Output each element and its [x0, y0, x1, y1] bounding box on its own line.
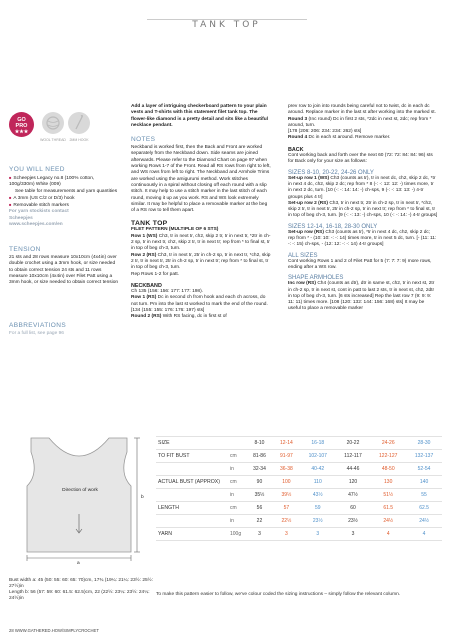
tension-text: 21 sts and 28 rows measure 10x10cm (4x4in) over double crochet using a 3mm hook, or size needed to obtain correct tension 24 sts and 11 rows measure 10x10cm (4x4in) over Filet Patt using a 3mm hook, or size needed to obtain correct tension: [9, 255, 119, 286]
dimension-b-label: b: [141, 495, 144, 500]
s2-row-text: Ch3 (counts as tr), *tr in next 4 dc, ch2, skip 2 dc; rep from * - (10: 10: -: -: 14) times more, tr in next 5 dc, turn. [- (11: 11: -: -: 15) ch-sps, - (12: 12: -: -: 14) 4-tr groups]: [288, 229, 437, 248]
table-row: [156, 515, 442, 528]
notes-heading: NOTES: [131, 136, 156, 144]
prev-text: prev row to join into rounds being careful not to twist, dc in each dc around. Replace marker in the last st after working into the marked st.: [288, 104, 436, 116]
colour-code-note: To make this pattern easier to follow, we've colour coded the sizing instructions – simply follow the relevant column.: [156, 592, 401, 597]
table-cell: 22: [246, 515, 273, 528]
s1-row1-label: Set-up row 1 (WS): [288, 175, 330, 181]
neck-row1-text: Dc in second ch from hook and each ch across, do not turn. Pm into the last st worked to mark the end of the round.: [131, 295, 268, 307]
table-label-cell: ACTUAL BUST (APPROX): [156, 476, 228, 489]
neck-row1-label: Row 1 (RS): [131, 295, 157, 301]
neck-round2-label: Round 2 (RS): [131, 314, 162, 320]
table-cell: 3: [246, 528, 273, 541]
sizes1-heading: SIZES 8-10, 20-22, 24-26 ONLY: [288, 169, 374, 176]
round4-label: Round 4: [288, 135, 308, 141]
table-cell: 36-38: [273, 463, 300, 476]
back-heading: BACK: [288, 146, 304, 153]
table-label-cell: TO FIT BUST: [156, 450, 228, 463]
row2-label: Row 2 (RS): [131, 252, 157, 258]
difficulty-badge: [9, 112, 34, 137]
measurements: [9, 578, 159, 602]
table-unit-cell: in: [228, 489, 246, 502]
column-three: [288, 104, 438, 313]
table-unit-cell: cm: [228, 502, 246, 515]
table-unit-cell: cm: [228, 450, 246, 463]
wool-thread-label: WOOL THREAD: [40, 138, 66, 142]
table-header-row: [156, 437, 442, 450]
shape-armholes-heading: SHAPE ARMHOLES: [288, 275, 344, 282]
table-row: [156, 528, 442, 541]
table-cell: 8-10: [246, 437, 273, 450]
round3-count: [178 (206: 206: 234: 234: 262) sts]: [288, 129, 362, 135]
round3-label: Round 3: [288, 116, 308, 122]
table-unit-cell: in: [228, 515, 246, 528]
table-cell: 3: [273, 528, 300, 541]
tank-schematic-diagram: [9, 434, 149, 574]
table-unit-cell: cm: [228, 476, 246, 489]
table-cell: 24½: [406, 515, 442, 528]
table-cell: 3: [336, 528, 371, 541]
table-unit-cell: 100g: [228, 528, 246, 541]
sizes2-heading: SIZES 12-14, 16-18, 28-30 ONLY: [288, 223, 378, 230]
filet-heading: FILET PATTERN (MULTIPLE OF 6 STS): [131, 227, 219, 233]
table-cell: 4: [406, 528, 442, 541]
table-cell: 48-50: [370, 463, 406, 476]
table-cell: 122-127: [370, 450, 406, 463]
table-cell: 24-26: [370, 437, 406, 450]
table-cell: 132-137: [406, 450, 442, 463]
list-item: ■ Removable stitch markers: [9, 202, 119, 209]
table-cell: 57: [273, 502, 300, 515]
list-item: See table for measurements and yarn quantities: [15, 188, 118, 194]
star-rating-icon: ★★★: [14, 129, 29, 135]
table-cell: 62.5: [406, 502, 442, 515]
table-cell: 12-14: [273, 437, 300, 450]
table-label-cell: [156, 489, 228, 502]
intro-text: Add a layer of intriguing checkerboard pattern to your plain vests and T-shirts with this statement filet tank top. The flower-like diamond is a pretty detail and sits like a beautiful necklace pendant.: [131, 104, 269, 128]
table-cell: 59: [300, 502, 336, 515]
table-cell: 43½: [300, 489, 336, 502]
s1-row1-text: Ch3 (counts as tr), tr in next dc, ch2, skip 2 dc, *tr in next 4 dc, ch2, skip 2 dc; rep from * 8 (-: -: 12: 12: -) times more, tr in next 2 dc, turn. [10 (-: -: 14: 14: -) ch-sps, 9 (-: -: 13: 13: -) 4-tr groups plus 4 tr]: [288, 175, 436, 200]
table-label-cell: LENGTH: [156, 502, 228, 515]
table-row: [156, 502, 442, 515]
table-row: [156, 489, 442, 502]
table-cell: 28-30: [406, 437, 442, 450]
back-text: Cont working back and forth over the next 60 (72: 72: 84: 84: 96) sts for Back only for your size as follows:: [288, 153, 433, 165]
table-cell: 4: [370, 528, 406, 541]
table-cell: 24½: [370, 515, 406, 528]
intro-section: [131, 104, 271, 321]
table-label-cell: [156, 463, 228, 476]
allsizes-heading: ALL SIZES: [288, 252, 318, 259]
allsizes-text: Cont working Rows 1 and 2 of Filet Patt for 5 (7: 7: 7: 9) more rows, ending after a WS row.: [288, 258, 432, 270]
neck-stitch-count: [134 (155: 155: 176: 176: 197) sts]: [131, 308, 205, 314]
table-cell: 23½: [300, 515, 336, 528]
abbreviations-text: For a full list, see page 96: [9, 331, 64, 336]
stockists-brand: Scheepjes: [9, 215, 33, 221]
table-cell: 120: [336, 476, 371, 489]
table-cell: 52-54: [406, 463, 442, 476]
size-table-body: [156, 437, 442, 541]
table-row: [156, 463, 442, 476]
table-cell: 3: [300, 528, 336, 541]
table-cell: 23½: [336, 515, 371, 528]
tension-heading: TENSION: [9, 246, 41, 253]
table-unit-cell: in: [228, 463, 246, 476]
table-cell: 35½: [246, 489, 273, 502]
table-cell: 91-97: [273, 450, 300, 463]
list-item: ■ Scheepjes Legacy no.8 (100% cotton, 100g/330m) White (009): [9, 175, 119, 189]
abbreviations-heading: ABBREVIATIONS: [9, 322, 67, 329]
table-cell: 56: [246, 502, 273, 515]
table-cell: 100: [273, 476, 300, 489]
list-item: ■ A 3mm (US C/2 or D/3) hook: [9, 195, 119, 202]
table-row: [156, 450, 442, 463]
s1-row2-text: Ch3, tr in next tr, 2tr in ch-2 sp, tr in next tr, *ch2, skip 2 tr, tr in next tr, 2tr in ch-2 sp, tr in next tr; rep from * to final st, tr in top of beg ch-3, turn. [9 (-: -: 13: -) ch-sps, 10 (-: -: 14: -) 4-tr groups]: [288, 200, 438, 219]
table-cell: 47½: [336, 489, 371, 502]
badge-line1: GO: [17, 117, 26, 123]
table-cell: 90: [246, 476, 273, 489]
table-label-cell: YARN: [156, 528, 228, 541]
table-label-cell: [156, 515, 228, 528]
you-will-need-section: [9, 166, 119, 228]
badge-line2: PRO: [15, 123, 28, 129]
s2-row-label: Set-up row (RS): [288, 229, 324, 235]
table-cell: 51½: [370, 489, 406, 502]
table-cell: 60: [336, 502, 371, 515]
table-row: [156, 476, 442, 489]
table-cell: 102-107: [300, 450, 336, 463]
table-cell: 81-86: [246, 450, 273, 463]
size-table: [156, 436, 442, 541]
row1-label: Row 1 (WS): [131, 233, 158, 239]
row2-text: Ch3, tr in next tr, 2tr in ch-2 sp, tr in next tr, *ch2, skip 2 tr, tr in next tr, 2tr in ch-2 sp, tr in next tr; rep from * to final st, tr in top of beg ch-3, turn.: [131, 252, 271, 271]
hook-label: 2MM HOOK: [69, 138, 89, 142]
table-cell: 39½: [273, 489, 300, 502]
tank-top-heading: TANK TOP: [131, 220, 168, 228]
table-cell: 22½: [273, 515, 300, 528]
table-cell: 140: [406, 476, 442, 489]
bust-width-text: Bust width a: 45 (50: 55: 60: 65: 70)cm, 17¾ (19¼: 21¼: 23½: 25½: 27½)in: [9, 578, 153, 589]
stockists-text: For yarn stockists contact: [9, 209, 69, 215]
table-cell: 130: [370, 476, 406, 489]
neck-chain: Ch 135 (156: 156: 177: 177: 198).: [131, 289, 204, 295]
wool-thread-icon: [42, 112, 64, 134]
table-cell: 55: [406, 489, 442, 502]
you-will-need-heading: YOU WILL NEED: [9, 166, 65, 173]
table-cell: 110: [300, 476, 336, 489]
shape-label: Inc row (RS): [288, 281, 316, 287]
length-text: Length b: 56 (57: 59: 60: 61.5: 62.5)cm, 22 (22½: 23¼: 23½: 24¼: 24½)in: [9, 590, 150, 601]
page-footer: 28 WWW.GATHERED.HOW/SIMPLYCROCHET: [9, 628, 99, 633]
table-cell: 40-42: [300, 463, 336, 476]
table-cell: 32-34: [246, 463, 273, 476]
table-cell: 44-46: [336, 463, 371, 476]
row1-text: Ch3, tr in next tr, ch2, skip 2 tr, tr in next tr, *2tr in ch-2 sp, tr in next tr, ch2, skip 2 tr, tr in next tr; rep from * to final st, tr in top of beg ch-3, turn.: [131, 233, 271, 252]
shape-text: Ch4 (counts as dtr), dtr in same st, ch2, tr in next st, 2tr in ch-2 sp, tr in next st, cont in patt to last 2 sts, tr in next st, ch2, 2dtr in top of beg ch-3, turn. [6 sts increased] Rep the last row 7 (9: 9: 9: 11: 11) times more. [108 (120: 132: 144: 156: 168) sts] It may be useful to place a removable marker: [288, 281, 435, 312]
s1-row2-label: Set-up row 2 (RS): [288, 200, 328, 206]
direction-label: Direction of work: [62, 488, 98, 493]
page-title: TANK TOP: [186, 20, 266, 30]
table-cell: 20-22: [336, 437, 371, 450]
notes-text: Neckband is worked first, then the Back and Front are worked separately from the Neckband down. Side seams are joined afterwards. Please refer to the Diamond Chart on page 97 when working Rows 1-7 of the Front. Read all RS rows from right to left, and WS rows from left to right. The Neckband and Armhole Trims are worked using the amigurumi method. Work stitches continuously in a spiral without closing off each round with a slip stitch. It may help to use a stitch marker in the last stitch of each round, moving it up as you work. RS and WS look extremely similar. It may be helpful to place a removable marker at the beg of a RS row to tell them apart.: [131, 145, 271, 214]
neck-round2-text: With RS facing, dc in first st of: [161, 314, 227, 320]
dimension-a-label: a: [77, 561, 80, 566]
table-cell: 112-117: [336, 450, 371, 463]
table-label-cell: SIZE: [156, 437, 228, 450]
round4-text: Dc in each st around. Remove marker.: [307, 135, 391, 141]
neckband-heading: NECKBAND: [131, 282, 162, 289]
table-cell: 61.5: [370, 502, 406, 515]
abbreviations-section: [9, 322, 119, 337]
stockists-link[interactable]: www.scheepjes.com/en: [9, 222, 63, 228]
table-unit-cell: [228, 437, 246, 450]
table-cell: 16-18: [300, 437, 336, 450]
title-wrap: [0, 14, 453, 32]
hook-icon: [68, 112, 90, 134]
repeat-text: Rep Rows 1-2 for patt.: [131, 271, 179, 277]
tension-section: [9, 246, 119, 286]
round3-text: (Inc round) Dc in first 2 sts, *2dc in next st, 2dc; rep from * around, turn.: [288, 116, 432, 128]
